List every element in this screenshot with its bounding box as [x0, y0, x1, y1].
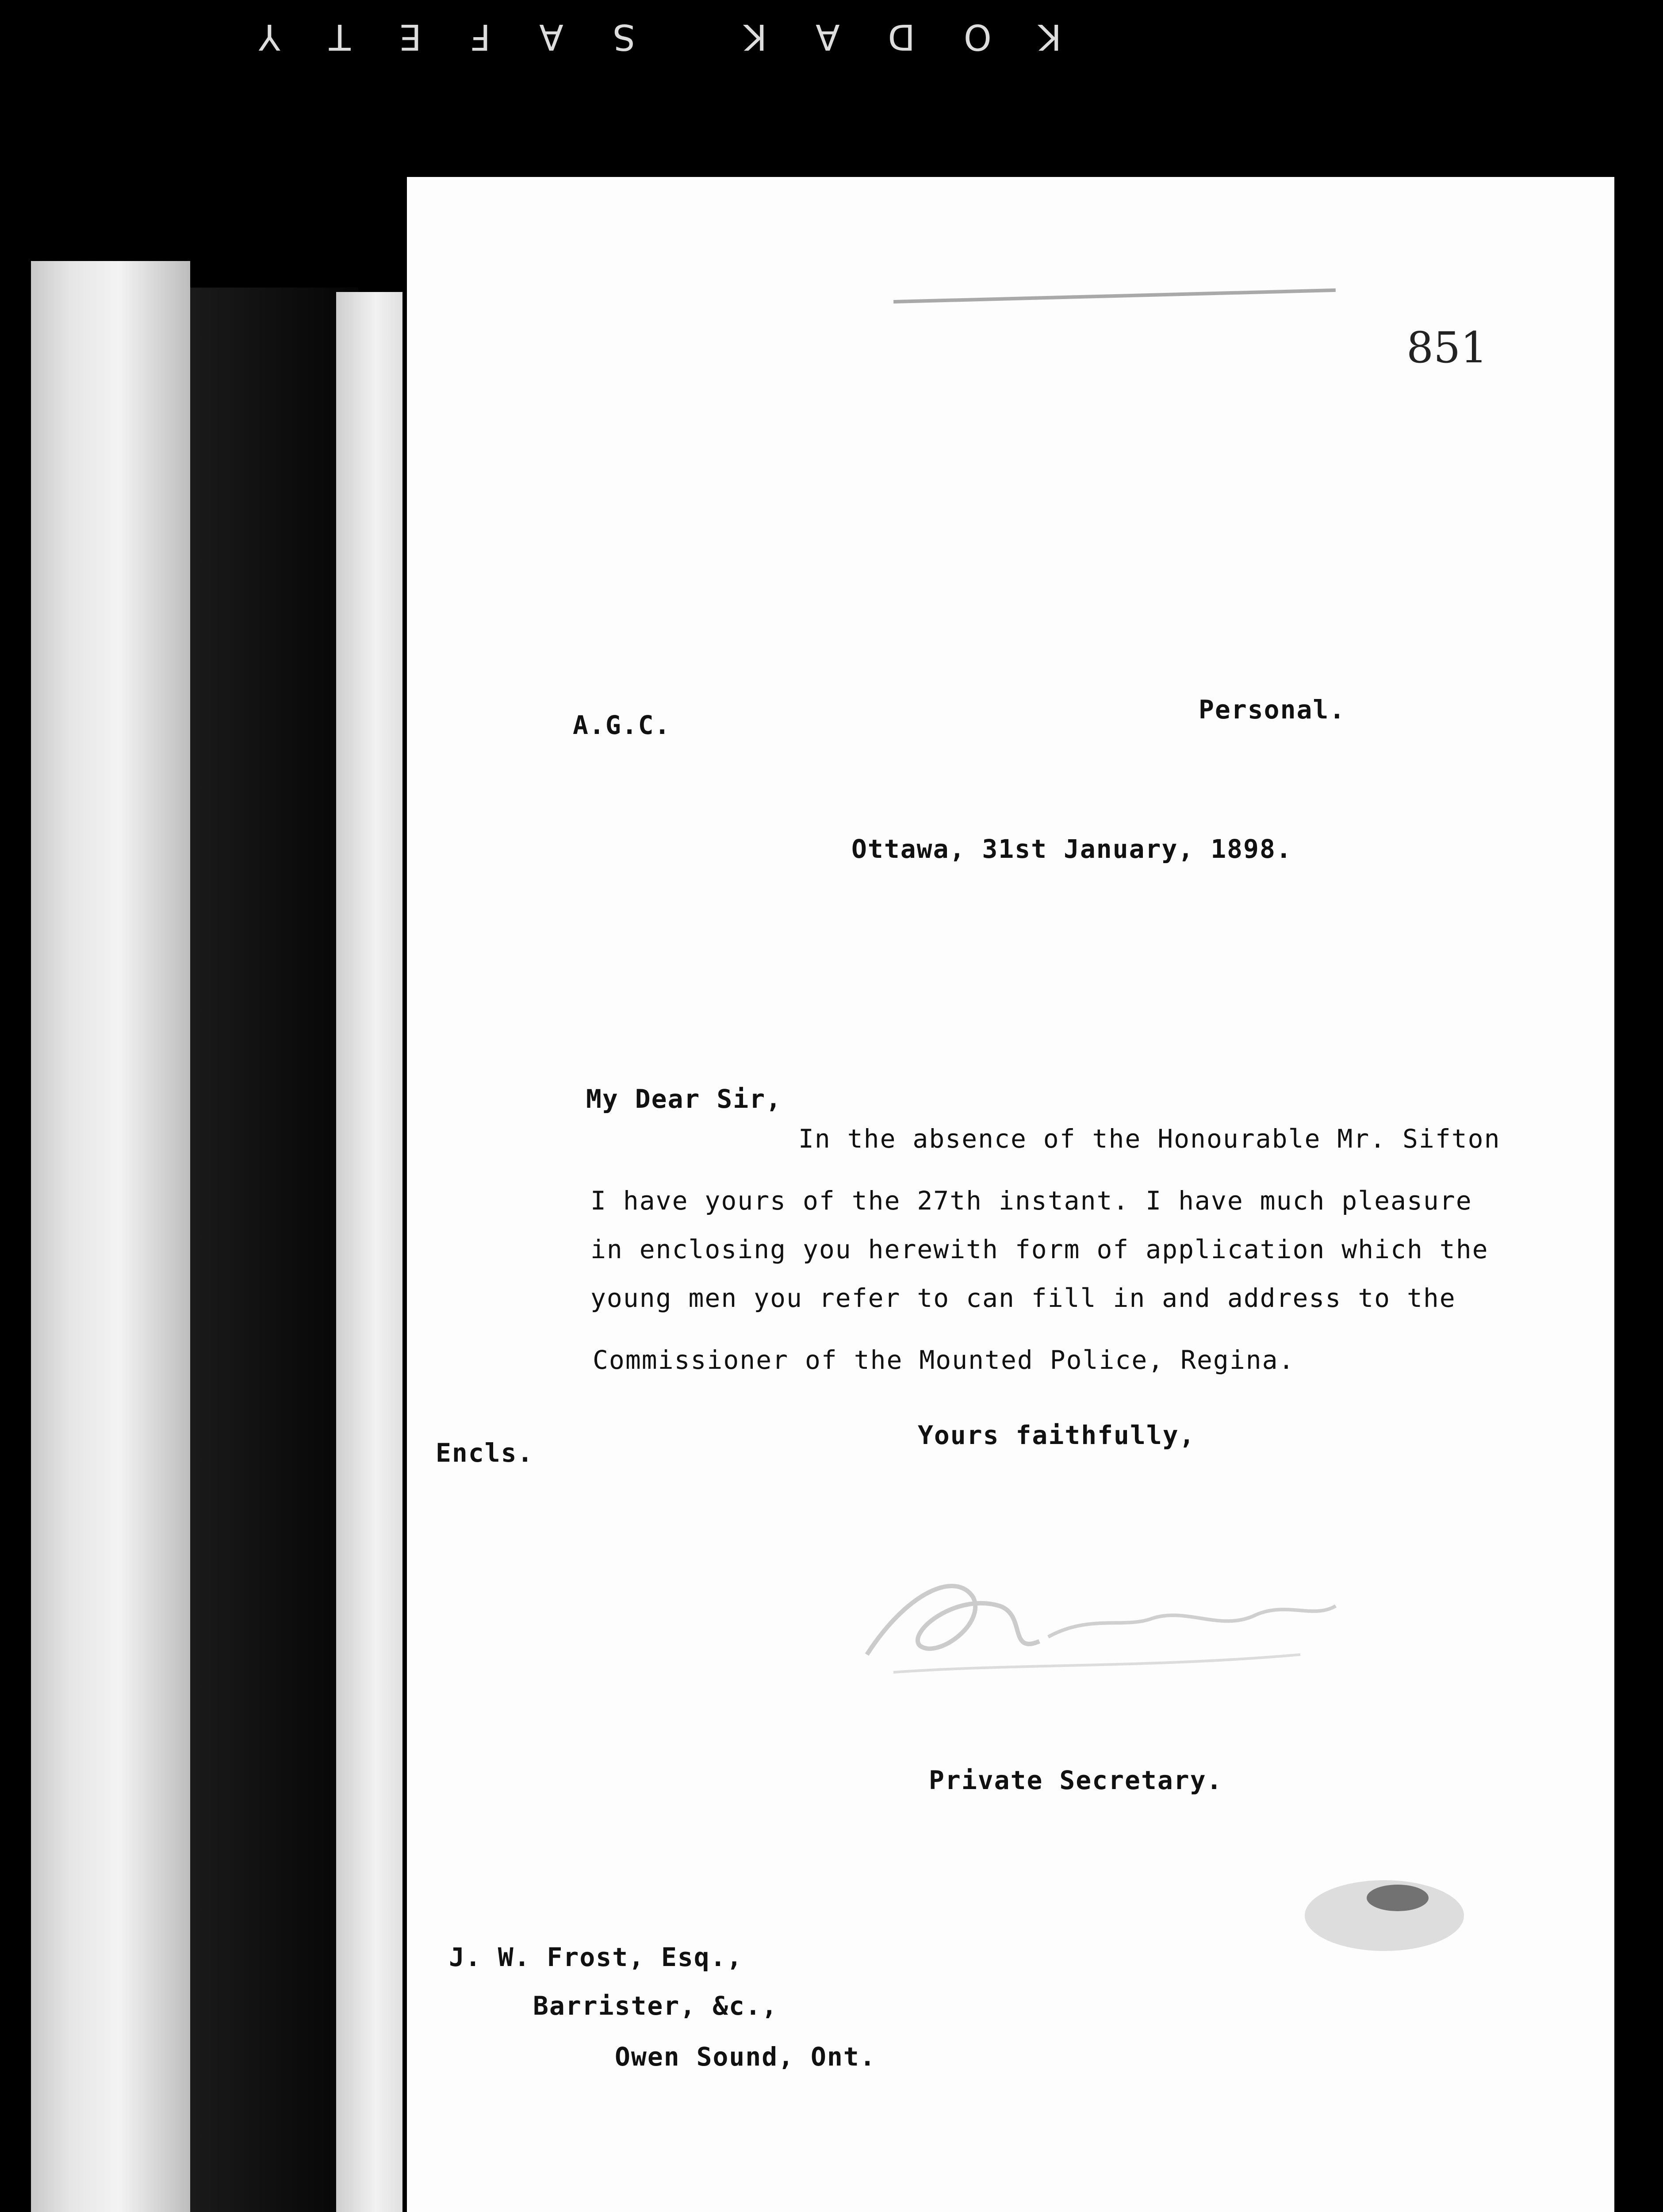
classification-label: Personal.	[1199, 695, 1346, 725]
closing: Yours faithfully,	[918, 1420, 1196, 1450]
body-line: young men you refer to can fill in and address to the	[590, 1283, 1456, 1313]
folio-number: 851	[1406, 323, 1488, 373]
addressee-name: J. W. Frost, Esq.,	[449, 1942, 743, 1972]
salutation: My Dear Sir,	[586, 1084, 782, 1114]
addressee-location: Owen Sound, Ont.	[615, 2042, 876, 2072]
fold-shadow	[190, 288, 358, 2212]
ink-smudge	[1283, 1858, 1486, 1964]
addressee-profession: Barrister, &c.,	[533, 1991, 778, 2021]
enclosure-note: Encls.	[436, 1438, 534, 1468]
dateline: Ottawa, 31st January, 1898.	[851, 834, 1292, 864]
body-line: I have yours of the 27th instant. I have much pleasure	[590, 1186, 1472, 1216]
body-line: In the absence of the Honourable Mr. Sifton	[798, 1124, 1501, 1154]
signature-title: Private Secretary.	[929, 1765, 1223, 1795]
body-line: Commissioner of the Mounted Police, Regina.	[593, 1345, 1295, 1375]
folded-page-edge	[336, 292, 402, 2212]
reference-code: A.G.C.	[573, 710, 671, 740]
film-edge-label: KODAK SAFETY	[210, 16, 1061, 58]
signature-image	[840, 1540, 1362, 1699]
folded-page-strip	[31, 261, 190, 2212]
film-edge	[0, 0, 1663, 88]
body-line: in enclosing you herewith form of application which the	[590, 1234, 1489, 1264]
